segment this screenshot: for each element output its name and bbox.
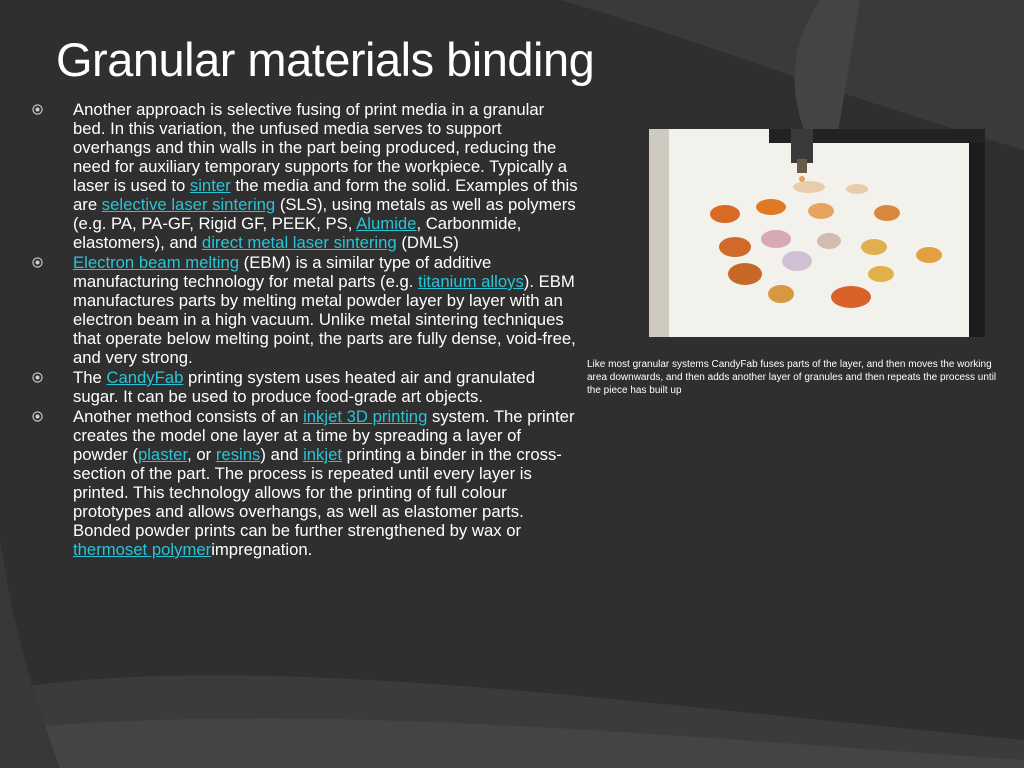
text-segment: the media and form the solid. Examples of this are <box>73 176 578 214</box>
link-alumide[interactable]: Alumide <box>356 214 417 233</box>
text-segment: Another approach is selective fusing of print media in a granular bed. In this variation, the unfused media serves to support overhangs and thin walls in the part being produced, reducing the need for auxiliary temporary supports for the workpiece. Typically a laser is used to <box>73 100 568 195</box>
bullet-item <box>30 407 580 559</box>
link-selective-laser-sintering[interactable]: selective laser sintering <box>101 195 276 214</box>
bullet-item <box>30 253 580 367</box>
image-caption: Like most granular systems CandyFab fuses parts of the layer, and then moves the working area downwards, and then adds another layer of granules and then repeats the process until the piece has built up <box>587 359 997 396</box>
link-plaster[interactable]: plaster <box>137 445 188 464</box>
circle-dot-icon <box>32 411 43 422</box>
link-thermoset-polymer[interactable]: thermoset polymer <box>73 540 212 559</box>
text-segment: The <box>73 368 107 387</box>
text-segment: Another method consists of an <box>73 407 304 426</box>
link-resins[interactable]: resins <box>215 445 261 464</box>
text-segment: , or <box>187 445 216 464</box>
bullet-text <box>73 100 580 252</box>
text-segment: printing system uses heated air and granulated sugar. It can be used to produce food-grade art objects. <box>73 368 535 406</box>
bullet-text <box>73 253 580 367</box>
bullet-list <box>30 100 580 560</box>
bullet-text <box>73 368 580 406</box>
link-electron-beam-melting[interactable]: Electron beam melting <box>73 253 240 272</box>
bullet-item <box>30 100 580 252</box>
text-segment: (SLS), using metals as well as polymers (e.g. PA, PA-GF, Rigid GF, PEEK, PS, <box>73 195 576 233</box>
bullet-item <box>30 368 580 406</box>
circle-dot-icon <box>32 104 43 115</box>
link-direct-metal-laser-sintering[interactable]: direct metal laser sintering <box>201 233 397 252</box>
text-segment: impregnation. <box>211 540 313 559</box>
bullet-text <box>73 407 580 559</box>
candyfab-print-bed-photo <box>649 129 985 337</box>
slide-title: Granular materials binding <box>56 33 595 86</box>
text-segment: (EBM) is a similar type of additive manufacturing technology for metal parts (e.g. <box>73 253 492 291</box>
circle-dot-icon <box>32 257 43 268</box>
text-segment: ). EBM manufactures parts by melting metal powder layer by layer with an electron beam in a high vacuum. Unlike metal sintering techniques that operate below melting point, the parts are fully dense, void-free, and very strong. <box>73 272 576 367</box>
text-segment: (DMLS) <box>396 233 459 252</box>
link-inkjet[interactable]: inkjet <box>303 445 343 464</box>
circle-dot-icon <box>32 372 43 383</box>
text-segment: ) and <box>260 445 304 464</box>
link-inkjet-3d-printing[interactable]: inkjet 3D printing <box>303 407 428 426</box>
link-sinter[interactable]: sinter <box>189 176 231 195</box>
text-segment: printing a binder in the cross-section of the part. The process is repeated until every layer is printed. This technology allows for the printing of full colour prototypes and allows overhangs, as well as elastomer parts. Bonded powder prints can be further strengthened by wax or <box>73 445 562 540</box>
text-segment: , Carbonmide, elastomers), and <box>73 214 522 252</box>
link-candyfab[interactable]: CandyFab <box>106 368 184 387</box>
text-segment: system. The printer creates the model one layer at a time by spreading a layer of powder ( <box>73 407 575 464</box>
link-titanium-alloys[interactable]: titanium alloys <box>418 272 524 291</box>
